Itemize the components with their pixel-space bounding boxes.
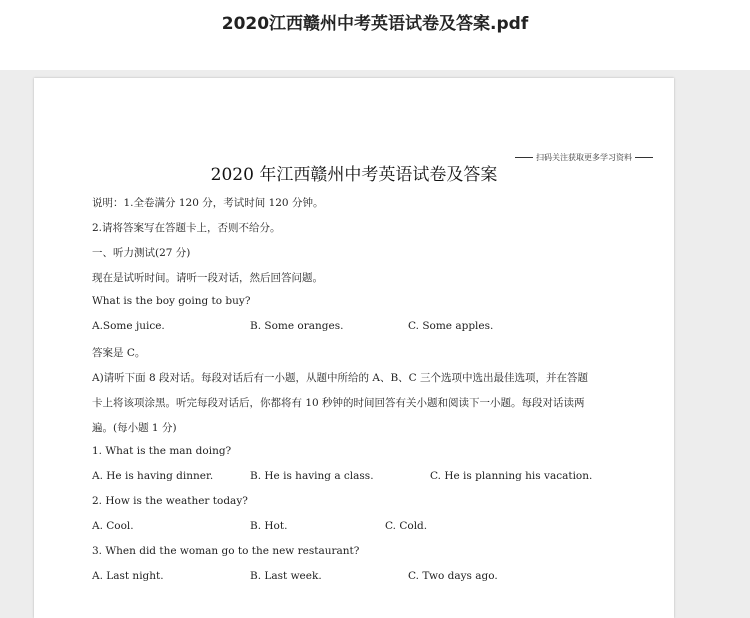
q1-option-a: A. He is having dinner. [92,470,214,482]
sample-question: What is the boy going to buy? [92,295,251,307]
promo-text: 扫码关注获取更多学习资料 [536,153,632,162]
sample-option-c: C. Some apples. [408,320,494,332]
promo-left-dash [515,157,533,158]
document-page [34,78,674,618]
part-a-instruction-2: 卡上将该项涂黑。听完每段对话后，你都将有 10 秒钟的时间回答有关小题和阅读下一小题。每段对话读两 [92,397,585,409]
q2-option-b: B. Hot. [250,520,288,532]
part-a-instruction-1: A)请听下面 8 段对话。每段对话后有一小题，从题中所给的 A、B、C 三个选项中选出最佳选项，并在答题 [92,372,589,384]
sample-option-b: B. Some oranges. [250,320,344,332]
q3-option-c: C. Two days ago. [408,570,498,582]
instruction-line: 现在是试听时间。请听一段对话，然后回答问题。 [92,272,323,284]
question-1: 1. What is the man doing? [92,445,232,457]
question-2: 2. How is the weather today? [92,495,248,507]
q1-option-b: B. He is having a class. [250,470,374,482]
part-a-instruction-3: 遍。(每小题 1 分) [92,422,177,434]
q3-option-b: B. Last week. [250,570,322,582]
rule-line: 2.请将答案写在答题卡上，否则不给分。 [92,222,281,234]
q2-option-c: C. Cold. [385,520,428,532]
page-heading: 2020 年江西赣州中考英语试卷及答案 [210,165,498,185]
question-3: 3. When did the woman go to the new restaurant? [92,545,360,557]
document-file-name: 2020江西赣州中考英语试卷及答案.pdf [221,14,529,34]
q1-option-c: C. He is planning his vacation. [430,470,593,482]
section-heading: 一、听力测试(27 分) [92,247,191,259]
promo-right-dash [635,157,653,158]
intro-line: 说明：1.全卷满分 120 分，考试时间 120 分钟。 [92,197,324,209]
viewer-toolbar [0,0,750,70]
q3-option-a: A. Last night. [92,570,164,582]
sample-option-a: A.Some juice. [92,320,165,332]
sample-answer: 答案是 C。 [92,347,146,359]
q2-option-a: A. Cool. [92,520,134,532]
